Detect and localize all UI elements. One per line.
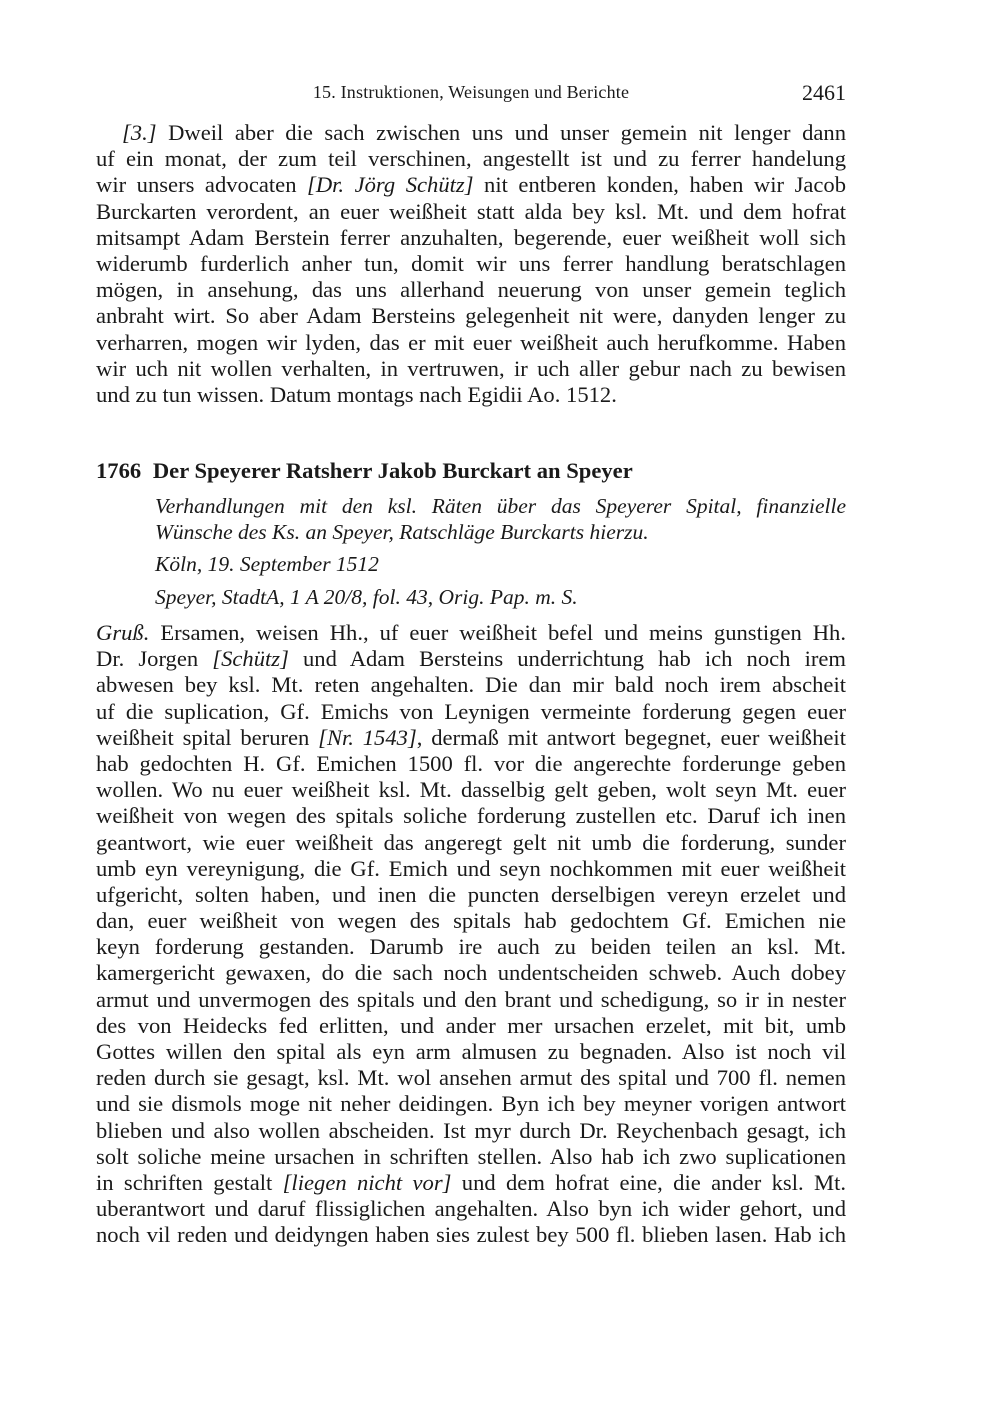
text-line: Burckarten verordent, an euer weißheit statt alda bey ksl. Mt. und dem hofrat	[96, 198, 846, 224]
text-line: und sie dismols moge nit neher deidingen. Byn ich bey meyner vorigen antwort	[96, 1091, 846, 1117]
text-line: in schriften gestalt [liegen nicht vor] und dem hofrat eine, die ander ksl. Mt.	[96, 1169, 846, 1195]
running-title: 15. Instruktionen, Weisungen und Berichte	[312, 82, 630, 102]
text-line: mitsampt Adam Berstein ferrer anzuhalten, begerende, euer weißheit woll sich	[96, 224, 846, 250]
text-line: Dr. Jorgen [Schütz] und Adam Bersteins underrichtung hab ich noch irem	[96, 646, 846, 672]
text-line: weißheit von wegen des spitals soliche forderung zustellen etc. Daruf ich inen	[96, 803, 846, 829]
text-line: uf die suplication, Gf. Emichs von Leynigen vermeinte forderung gegen euer	[96, 698, 846, 724]
text-line: geantwort, wie euer weißheit das angeregt gelt nit umb die forderung, sunder	[96, 829, 846, 855]
text-line: verharren, mogen wir lyden, das er mit euer weißheit auch herufkomme. Haben	[96, 329, 846, 355]
text-line: dan, euer weißheit von wegen des spitals hab gedochtem Gf. Emichen nie	[96, 908, 846, 934]
text-line: mögen, in ansehung, das uns allerhand neuerung von unser gemein teglich	[96, 277, 846, 303]
text-line: reden durch sie gesagt, ksl. Mt. wol ansehen armut des spital und 700 fl. nemen	[96, 1065, 846, 1091]
text-line: uberantwort und daruf flissiglichen angehalten. Also byn ich wider gehort, und	[96, 1196, 846, 1222]
text-line: Gottes willen den spital als eyn arm almusen zu begnaden. Also ist noch vil	[96, 1039, 846, 1064]
text-line: und zu tun wissen. Datum montags nach Egidii Ao. 1512.	[96, 381, 617, 407]
place-date: Köln, 19. September 1512	[155, 552, 379, 576]
archival-source: Speyer, StadtA, 1 A 20/8, fol. 43, Orig. Pap. m. S.	[155, 585, 578, 609]
text-line: kamergericht gewaxen, do die sach noch undentscheiden schweb. Auch dobey	[96, 960, 846, 986]
document-heading	[96, 458, 846, 484]
text-line: [3.] Dweil aber die sach zwischen uns und unser gemein nit lenger dann	[122, 120, 846, 145]
page-number: 2461	[802, 80, 846, 105]
document-title: Der Speyerer Ratsherr Jakob Burckart an Speyer	[152, 458, 633, 483]
text-line: blieben und also wollen abscheiden. Ist myr durch Dr. Reychenbach gesagt, ich	[96, 1117, 846, 1143]
editorial-note: [liegen nicht vor]	[282, 1169, 452, 1195]
editorial-note: [Schütz]	[212, 646, 289, 672]
text-line: armut und unvermogen des spitals und den brant und schedigung, so ir in nester	[96, 986, 846, 1012]
text-line: noch vil reden und deidyngen haben sies zulest bey 500 fl. blieben lasen. Hab ich	[96, 1222, 846, 1248]
editorial-note: [Nr. 1543]	[318, 724, 417, 750]
running-head	[96, 80, 846, 110]
editorial-note: Gruß.	[96, 620, 150, 645]
paragraph-2	[96, 620, 846, 1249]
text-line: abwesen bey ksl. Mt. reten angehalten. Die dan mir bald noch irem abscheit	[96, 672, 846, 698]
regest-line: Verhandlungen mit den ksl. Räten über das Speyerer Spital, finanzielle	[155, 494, 846, 518]
paragraph-1	[96, 120, 846, 408]
text-line: ufgericht, solten haben, und inen die puncten derselbigen vereyn erzelet und	[96, 881, 846, 907]
editorial-note: [3.]	[122, 120, 157, 145]
text-line: uf ein monat, der zum teil verschinen, angestellt ist und zu ferrer handelung	[96, 146, 846, 172]
text-line: wir uch nit wollen verhalten, in vertruwen, ir uch aller gebur nach zu bewisen	[96, 355, 846, 381]
text-line: des von Heidecks fed erlitten, und ander mer ursachen erzelet, mit bit, umb	[96, 1012, 846, 1038]
text-line: weißheit spital beruren [Nr. 1543], dermaß mit antwort begegnet, euer weißheit	[96, 724, 846, 750]
regest	[155, 494, 846, 545]
text-line: keyn forderung gestanden. Darumb ire auch zu beiden teilen an ksl. Mt.	[96, 934, 846, 960]
editorial-note: [Dr. Jörg Schütz]	[307, 172, 474, 198]
regest-line: Wünsche des Ks. an Speyer, Ratschläge Burckarts hierzu.	[155, 519, 649, 544]
text-line: anbraht wirt. So aber Adam Bersteins gelegenheit nit were, danyden lenger zu	[96, 303, 846, 329]
text-line: wir unsers advocaten [Dr. Jörg Schütz] nit entberen konden, haben wir Jacob	[96, 172, 847, 198]
text-line: wollen. Wo nu euer weißheit ksl. Mt. dasselbig gelt geben, wolt seyn Mt. euer	[96, 777, 846, 803]
text-line: umb eyn vereynigung, die Gf. Emich und seyn nochkommen mit euer weißheit	[96, 855, 846, 881]
text-line: solt soliche meine ursachen in schriften stellen. Also hab ich zwo suplicationen	[96, 1143, 846, 1169]
text-line: widerumb furderlich anher tun, domit wir uns ferrer handlung beratschlagen	[96, 250, 846, 276]
text-line: hab gedochten H. Gf. Emichen 1500 fl. vor die angerechte forderunge geben	[96, 750, 846, 776]
document-number: 1766	[96, 458, 142, 483]
text-line: Gruß. Ersamen, weisen Hh., uf euer weißheit befel und meins gunstigen Hh.	[96, 620, 846, 645]
